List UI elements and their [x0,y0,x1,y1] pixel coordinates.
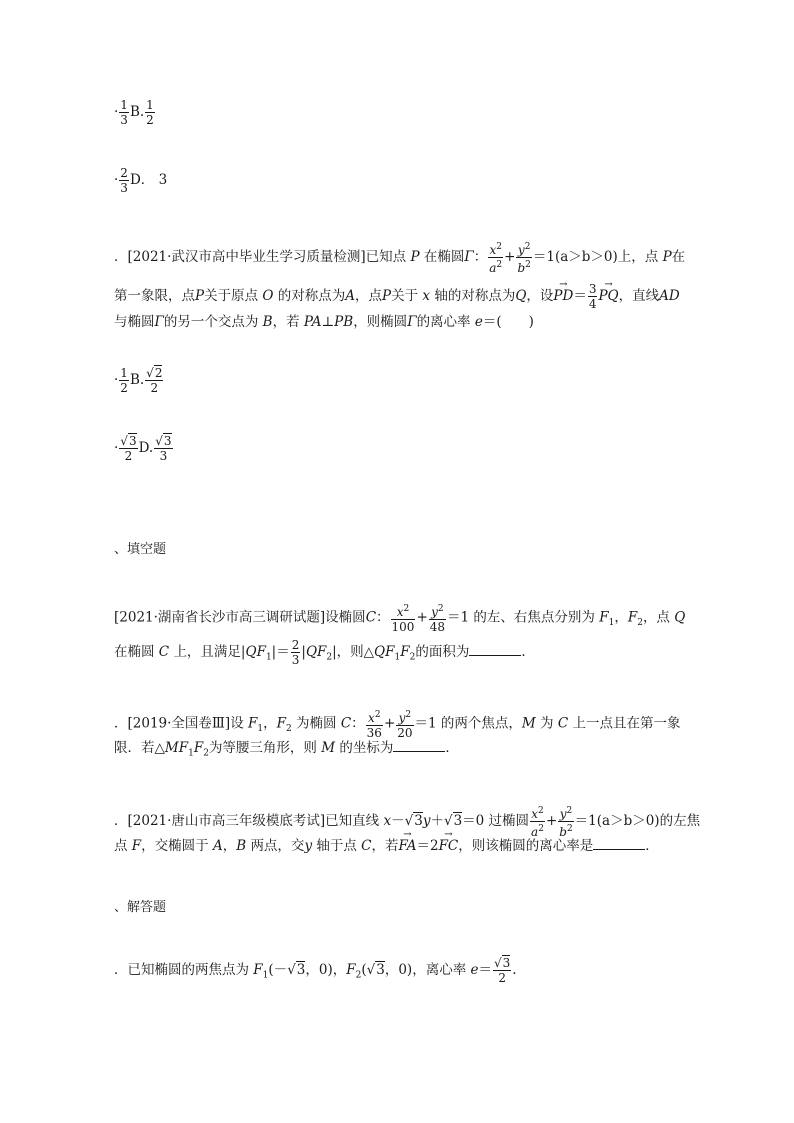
question-last: ．已知椭圆的两焦点为 $F_1(-√3$，0)，$F_2(√3$，0)，离心率 e＝ $\frac{√3}{2}$ . [114,956,517,985]
options-row-cd: · $\frac{2}{3}$ D． 3 [114,166,168,195]
question-wuhan-line2: 第一象限，点P关于原点 O 的对称点为A，点P关于 x 轴的对称点为Q，设→ PD＝ $\frac{3}{4}$ → PQ，直线AD [114,282,680,311]
option-b-label: B. [129,104,145,120]
answer-blank[interactable] [393,739,445,752]
option-lead: · [114,104,119,120]
question-national-line2: 限．若$\triangle MF_1F_2$为等腰三角形，则 M 的坐标为 ． [114,740,459,759]
option-c-fraction: $\frac{2}{3}$ [120,166,128,195]
options-row-cd-2: · $\frac{√3}{2}$ D. $\frac{√3}{3}$ [114,434,172,463]
question-wuhan-line1: ．[2021·武汉市高中毕业生学习质量检测]已知点 P 在椭圆Γ： $\frac{x^2}{a^2}$ + $\frac{y^2}{b^2}$ ＝1(a＞b＞0)上，点 P在 [114,242,686,275]
question-changsha-line1: [2021·湖南省长沙市高三调研试题]设椭圆C： $\frac{x^2}{100}$ + $\frac{y^2}{48}$ ＝1 的左、右焦点分别为 $F_1$，$F_2$，点 Q [114,604,686,634]
option-d-value: 3 [158,172,168,188]
options-row-ab-2: · $\frac{1}{2}$ B. $\frac{√2}{2}$ [114,366,163,395]
question-national-line1: ．[2019·全国卷Ⅲ]设 $F_1$，$F_2$ 为椭圆 C： $\frac{x^2}{36}$ + $\frac{y^2}{20}$ ＝1 的两个焦点，M 为 C 上一点且在第一象 [114,710,681,740]
answer-blank[interactable] [593,837,645,850]
options-row-ab [114,98,156,127]
answer-blank[interactable] [469,643,521,656]
option-a-fraction: $\frac{1}{3}$ [120,98,128,127]
question-changsha-line2: 在椭圆 C 上，且满足$|QF_1|=$ $\frac{2}{3}$ $|QF_2|$，则$\triangle QF_1F_2$的面积为 ． [114,638,535,667]
question-wuhan-line3: 与椭圆Γ的另一个交点为 B，若 PA⊥PB，则椭圆Γ的离心率 e＝( ) [114,314,534,330]
section-heading-answer: 、解答题 [114,900,167,915]
option-d-label: D． [129,172,155,188]
option-b-fraction: $\frac{1}{2}$ [146,98,154,127]
question-tangshan-line1: ．[2021·唐山市高三年级模底考试]已知直线 x－√3y＋√3＝0 过椭圆 $\frac{x^2}{a^2}$ + $\frac{y^2}{b^2}$ ＝1(a＞b＞0)的左焦 [114,806,701,839]
question-tangshan-line2: 点 F，交椭圆于 A，B 两点，交y 轴于点 C，若→ FA＝2→ FC，则该椭圆的离心率是 ． [114,836,659,856]
section-heading-fill: 、填空题 [114,542,167,557]
